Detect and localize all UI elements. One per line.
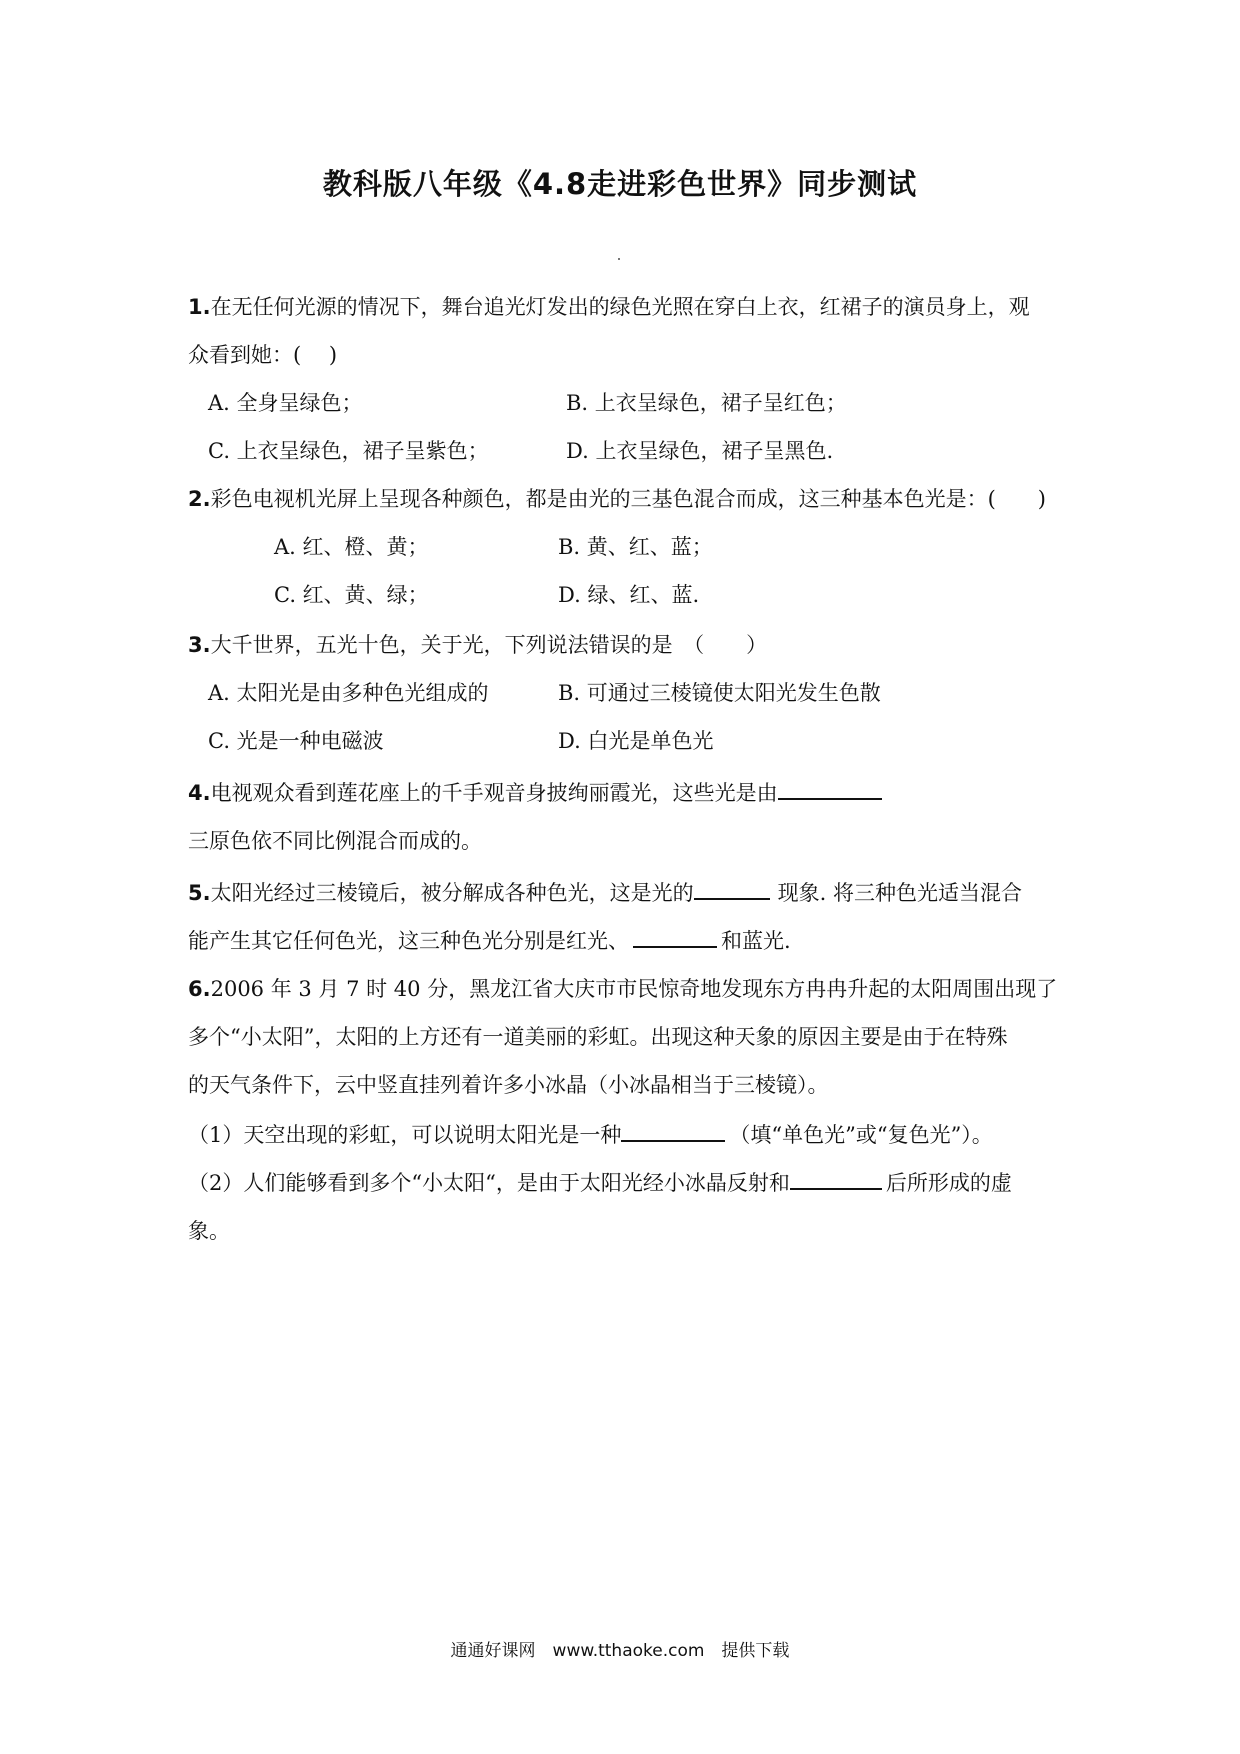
question-4-text-1: 电视观众看到莲花座上的千手观音身披绚丽霞光，这些光是由: [210, 781, 778, 805]
question-2-number: 2.: [188, 487, 211, 511]
question-5-text-2a: 能产生其它任何色光，这三种色光分别是红光、: [188, 929, 629, 953]
question-4-blank[interactable]: [778, 776, 882, 800]
question-6-sub-2: [188, 1166, 1068, 1198]
question-5-blank-2[interactable]: [633, 924, 717, 948]
question-1-option-c: C. 上衣呈绿色，裙子呈紫色；: [208, 439, 489, 463]
page-footer: 通通好课网 www.tthaoke.com 提供下载: [450, 1641, 790, 1661]
question-3-option-a: A. 太阳光是由多种色光组成的: [208, 681, 489, 705]
question-1-line-1: [188, 292, 1068, 322]
question-6-blank-1[interactable]: [621, 1118, 725, 1142]
question-2-option-d: D. 绿、红、蓝.: [558, 583, 700, 607]
question-5-line-2: [188, 924, 1068, 956]
question-2-line-1: [188, 484, 1068, 514]
question-3-option-b: B. 可通过三棱镜使太阳光发生色散: [558, 681, 881, 705]
question-4-line-2: 三原色依不同比例混合而成的。: [188, 829, 482, 853]
question-6-sub-1-text-b: （填“单色光”或“复色光”）。: [729, 1123, 993, 1147]
question-6-blank-2[interactable]: [790, 1166, 882, 1190]
question-6-number: 6.: [188, 977, 211, 1001]
question-6-sub-2-line-2: 象。: [188, 1219, 230, 1243]
question-6-sub-2-text-b: 后所形成的虚: [885, 1171, 1012, 1195]
question-1-option-a: A. 全身呈绿色；: [208, 391, 363, 415]
question-3-option-c: C. 光是一种电磁波: [208, 729, 384, 753]
question-4-line-1: [188, 776, 1068, 808]
question-6-sub-2-text-a: （2）人们能够看到多个“小太阳“，是由于太阳光经小冰晶反射和: [188, 1171, 790, 1195]
page-title: 教科版八年级《4.8走进彩色世界》同步测试: [322, 167, 918, 201]
question-1-number: 1.: [188, 295, 211, 319]
question-5-line-1: [188, 876, 1068, 908]
question-3-text-1: 大千世界，五光十色，关于光，下列说法错误的是 （ ）: [210, 633, 768, 657]
question-4-number: 4.: [188, 781, 211, 805]
question-6-line-3: 的天气条件下，云中竖直挂列着许多小冰晶（小冰晶相当于三棱镜）。: [188, 1073, 829, 1097]
question-1-option-d: D. 上衣呈绿色，裙子呈黑色.: [566, 439, 834, 463]
question-2-text-1: 彩色电视机光屏上呈现各种颜色，都是由光的三基色混合而成，这三种基本色光是：( ): [210, 487, 1046, 511]
question-5-text-1a: 太阳光经过三棱镜后，被分解成各种色光，这是光的: [210, 881, 694, 905]
question-5-number: 5.: [188, 881, 211, 905]
question-3-number: 3.: [188, 633, 211, 657]
question-3-line-1: [188, 630, 1068, 660]
question-2-option-c: C. 红、黄、绿；: [274, 583, 429, 607]
question-5-text-1b: 现象. 将三种色光适当混合: [777, 881, 1022, 905]
question-1-text-1: 在无任何光源的情况下，舞台追光灯发出的绿色光照在穿白上衣，红裙子的演员身上，观: [210, 295, 1030, 319]
question-5-blank-1[interactable]: [694, 876, 770, 900]
question-1-line-2: 众看到她：( ): [188, 343, 338, 367]
scan-speck: [618, 258, 620, 260]
question-5-text-2b: 和蓝光.: [721, 929, 791, 953]
question-3-option-d: D. 白光是单色光: [558, 729, 714, 753]
question-6-line-2: 多个“小太阳”，太阳的上方还有一道美丽的彩虹。出现这种天象的原因主要是由于在特殊: [188, 1025, 1008, 1049]
question-6-line-1: [188, 974, 1068, 1004]
question-2-option-b: B. 黄、红、蓝；: [558, 535, 713, 559]
question-2-option-a: A. 红、橙、黄；: [274, 535, 429, 559]
question-1-option-b: B. 上衣呈绿色，裙子呈红色；: [566, 391, 847, 415]
question-6-sub-1: [188, 1118, 1068, 1150]
question-6-text-1: 2006 年 3 月 7 时 40 分，黑龙江省大庆市市民惊奇地发现东方冉冉升起的太阳周围出现了: [210, 977, 1058, 1001]
question-6-sub-1-text-a: （1）天空出现的彩虹，可以说明太阳光是一种: [188, 1123, 622, 1147]
